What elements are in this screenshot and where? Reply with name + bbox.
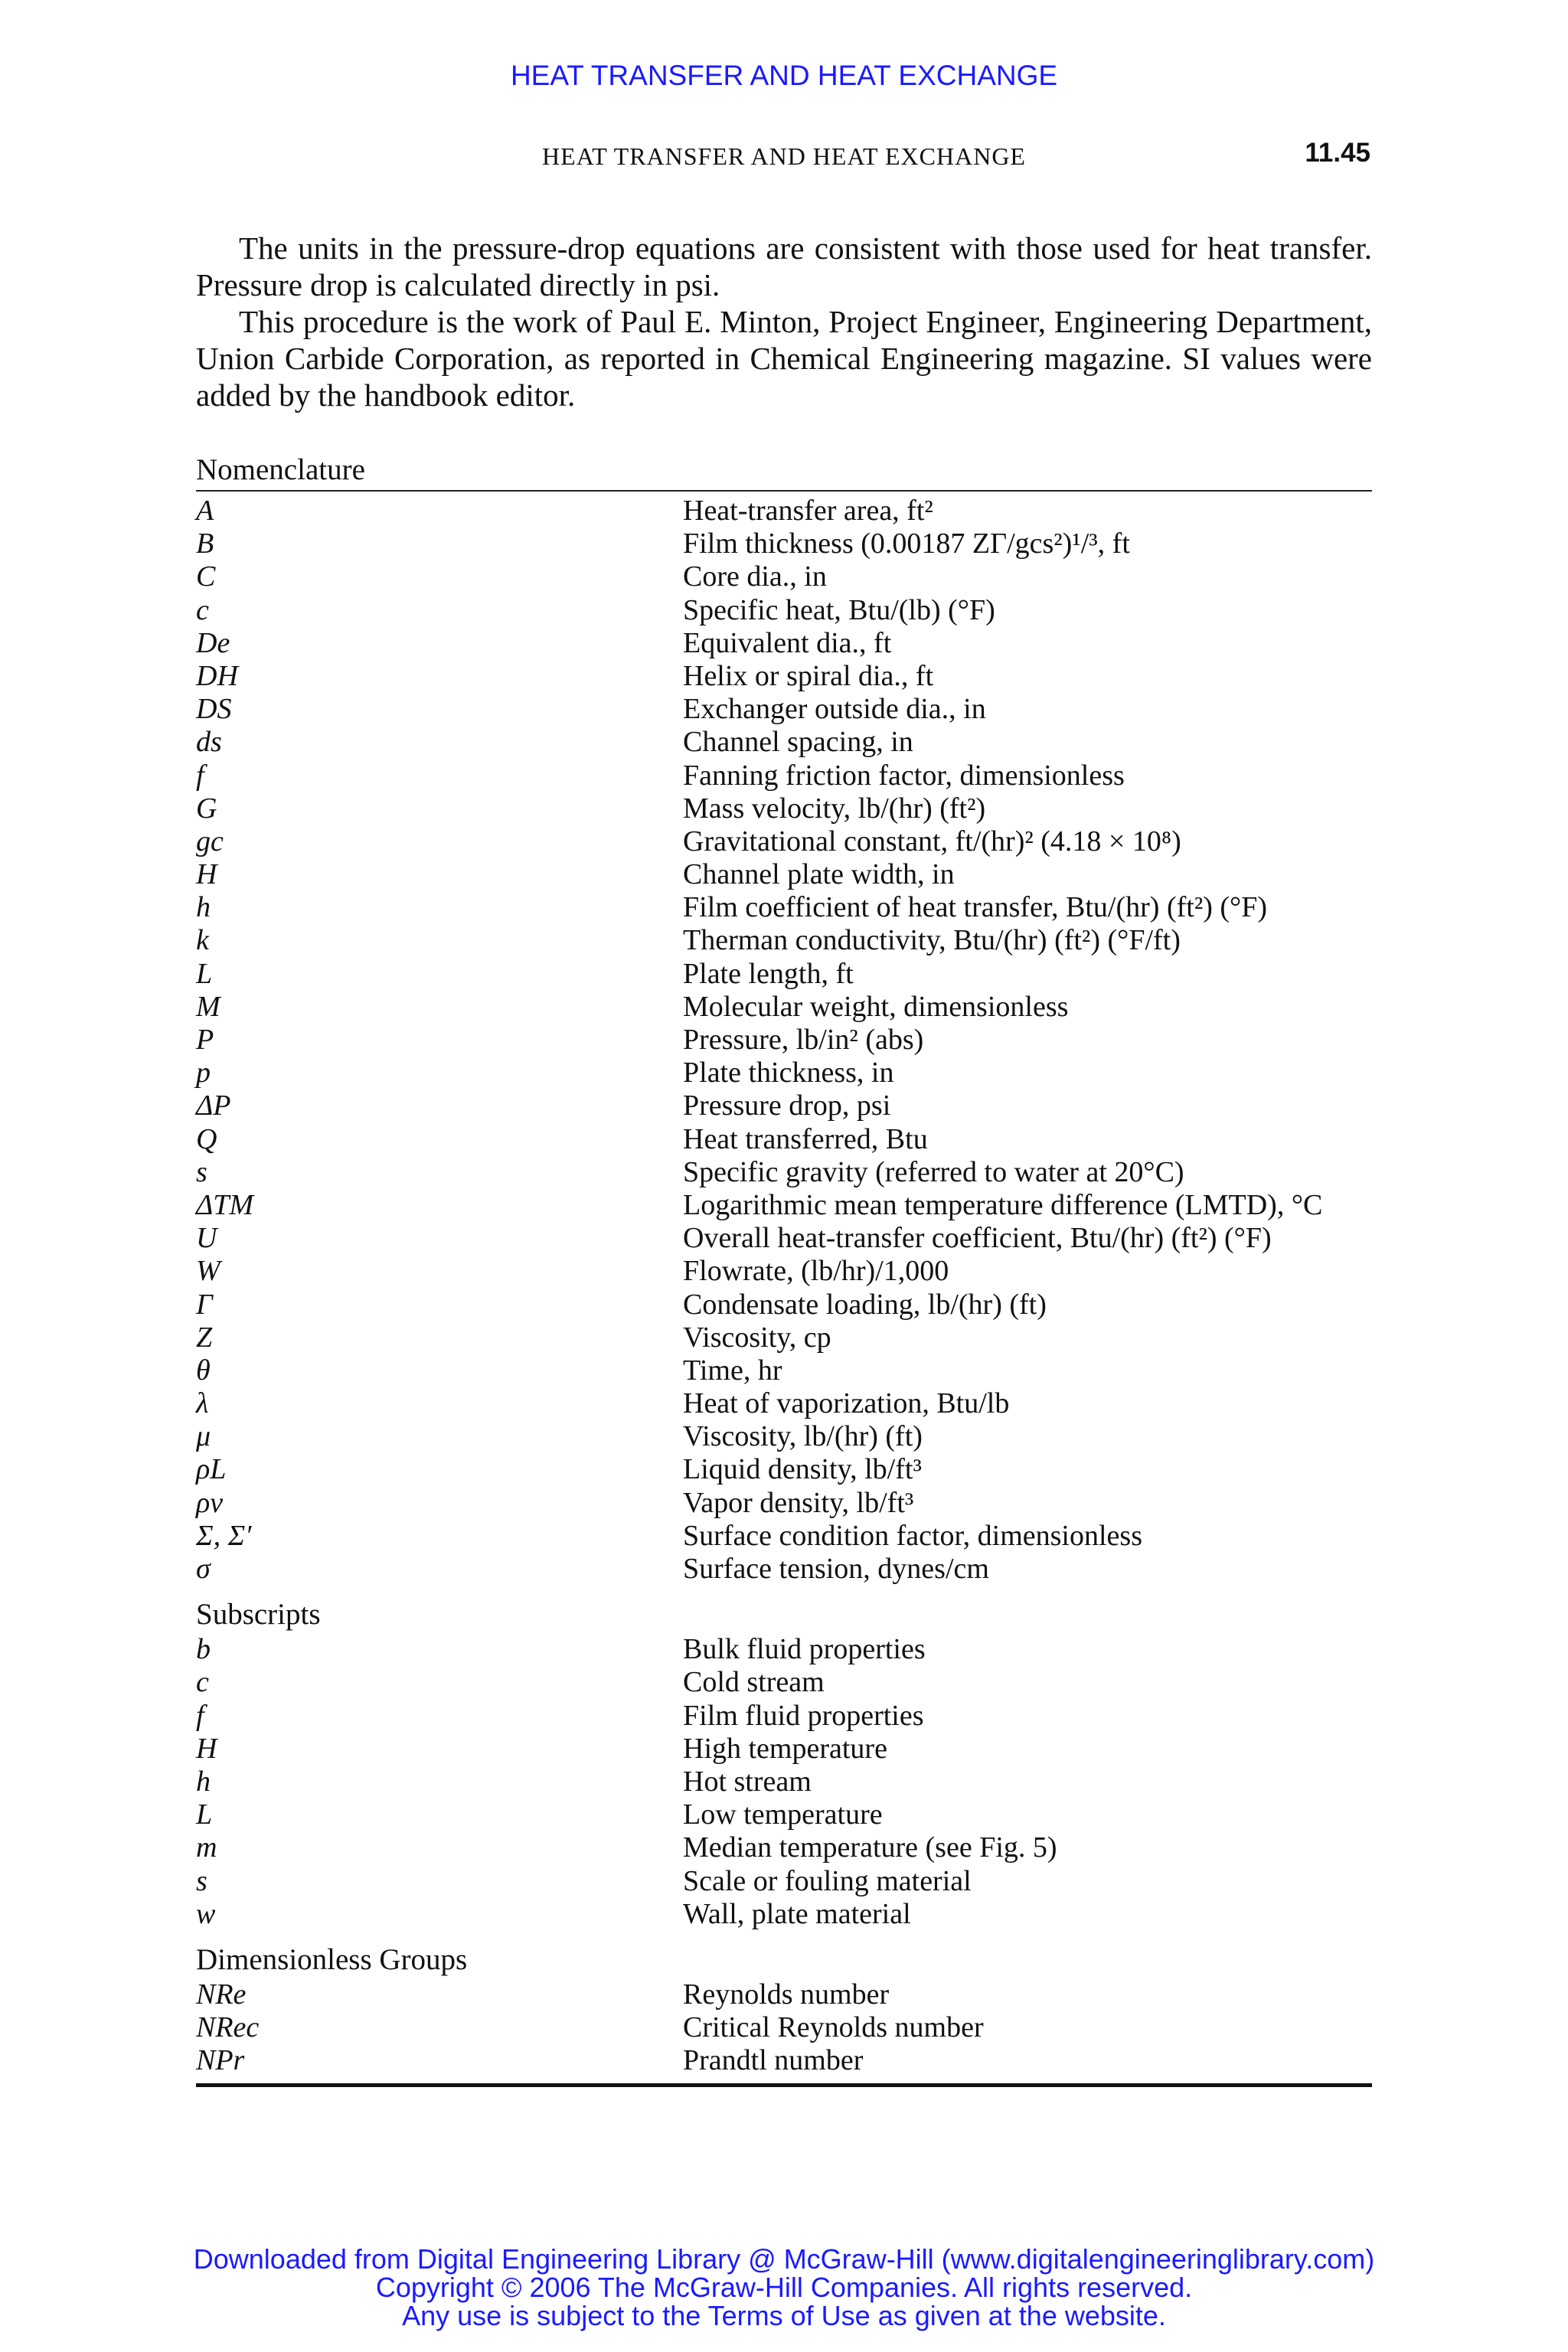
subscript-row (196, 1831, 1372, 1864)
nomenclature-definition: Molecular weight, dimensionless (683, 990, 1069, 1023)
subscript-definition: Scale or fouling material (683, 1864, 972, 1897)
nomenclature-definition: Film thickness (0.00187 ZΓ/gcs²)¹/³, ft (683, 528, 1130, 560)
nomenclature-symbol: H (196, 858, 217, 891)
nomenclature-definition: Core dia., in (683, 560, 827, 593)
nomenclature-symbol: B (196, 528, 214, 560)
dimensionless-group-symbol: NRe (196, 1978, 247, 2011)
subscript-row (196, 1766, 1372, 1798)
nomenclature-definition: Film coefficient of heat transfer, Btu/(hr) (ft²) (°F) (683, 891, 1268, 924)
nomenclature-row (196, 1487, 1372, 1520)
nomenclature-symbol: σ (196, 1553, 211, 1585)
nomenclature-title: Nomenclature (196, 453, 365, 486)
subscript-symbol: f (196, 1699, 204, 1732)
nomenclature-row (196, 991, 1372, 1024)
subscript-symbol: s (196, 1864, 207, 1897)
nomenclature-symbol: Q (196, 1122, 217, 1155)
nomenclature-row (196, 958, 1372, 991)
subscript-row (196, 1700, 1372, 1733)
nomenclature-definition: Viscosity, cp (683, 1321, 831, 1354)
nomenclature-row (196, 1123, 1372, 1156)
nomenclature-definition: Plate length, ft (683, 957, 854, 990)
table-bottom-rule (196, 2083, 1372, 2087)
nomenclature-row (196, 1387, 1372, 1420)
nomenclature-symbol: ρL (196, 1453, 227, 1486)
subscript-row (196, 1733, 1372, 1766)
dimensionless-group-row (196, 2044, 1372, 2077)
footer-download-link[interactable]: Downloaded from Digital Engineering Library @ McGraw-Hill (www.digitalengineeringlibrary.com) (193, 2243, 1375, 2275)
nomenclature-definition: Plate thickness, in (683, 1057, 894, 1089)
nomenclature-symbol: DS (196, 693, 232, 726)
nomenclature-symbol: W (196, 1255, 220, 1288)
subscript-symbol: m (196, 1831, 217, 1864)
nomenclature-row (196, 1089, 1372, 1122)
nomenclature-symbol: C (196, 560, 216, 593)
nomenclature-symbol: G (196, 792, 217, 825)
nomenclature-row (196, 924, 1372, 957)
subscript-row (196, 1798, 1372, 1831)
nomenclature-row (196, 1289, 1372, 1321)
nomenclature-row (196, 1057, 1372, 1089)
dimensionless-group-symbol: NRec (196, 2011, 260, 2044)
footer-copyright: Copyright © 2006 The McGraw-Hill Companies. All rights reserved. (375, 2272, 1193, 2303)
nomenclature-row (196, 693, 1372, 726)
dimensionless-group-row (196, 1978, 1372, 2011)
nomenclature-symbol: U (196, 1222, 217, 1255)
nomenclature-definition: Gravitational constant, ft/(hr)² (4.18 × 10⁸) (683, 825, 1181, 858)
nomenclature-definition: Channel spacing, in (683, 726, 913, 759)
nomenclature-definition: Equivalent dia., ft (683, 626, 892, 659)
nomenclature-row (196, 1453, 1372, 1486)
subscript-row (196, 1633, 1372, 1666)
nomenclature-row (196, 1189, 1372, 1222)
nomenclature-definition: Channel plate width, in (683, 858, 955, 891)
subscript-row (196, 1865, 1372, 1898)
nomenclature-row (196, 726, 1372, 759)
nomenclature-rows (196, 495, 1372, 1586)
nomenclature-symbol: A (196, 495, 214, 527)
footer (0, 2245, 1568, 2330)
subscript-symbol: c (196, 1666, 209, 1699)
nomenclature-row (196, 1222, 1372, 1255)
nomenclature-symbol: ρv (196, 1486, 224, 1519)
dimensionless-rows (196, 1978, 1372, 2078)
page-number: 11.45 (1305, 138, 1370, 168)
nomenclature-symbol: λ (196, 1387, 209, 1420)
body-text (196, 230, 1372, 413)
nomenclature-definition: Vapor density, lb/ft³ (683, 1486, 914, 1519)
nomenclature-row (196, 594, 1372, 627)
nomenclature-symbol: Z (196, 1321, 213, 1354)
nomenclature-row (196, 1420, 1372, 1453)
nomenclature-row (196, 1321, 1372, 1354)
nomenclature-definition: Heat transferred, Btu (683, 1122, 928, 1155)
nomenclature-symbol: μ (196, 1420, 211, 1453)
dimensionless-group-definition: Critical Reynolds number (683, 2011, 984, 2044)
nomenclature-definition: Viscosity, lb/(hr) (ft) (683, 1420, 923, 1453)
nomenclature-row (196, 627, 1372, 660)
subscript-definition: High temperature (683, 1732, 887, 1765)
subscript-row (196, 1666, 1372, 1699)
nomenclature-symbol: h (196, 891, 211, 924)
nomenclature-row (196, 495, 1372, 528)
footer-terms[interactable]: Any use is subject to the Terms of Use as given at the website. (402, 2300, 1166, 2331)
nomenclature-row (196, 1553, 1372, 1586)
nomenclature-definition: Overall heat-transfer coefficient, Btu/(hr) (ft²) (°F) (683, 1222, 1272, 1255)
nomenclature-definition: Fanning friction factor, dimensionless (683, 759, 1125, 792)
nomenclature-definition: Time, hr (683, 1354, 782, 1387)
nomenclature-row (196, 1520, 1372, 1553)
nomenclature-definition: Liquid density, lb/ft³ (683, 1453, 922, 1486)
paragraph-1: The units in the pressure-drop equations are consistent with those used for heat transfer. Pressure drop is calculated directly in psi. (196, 230, 1372, 302)
nomenclature-row (196, 1354, 1372, 1387)
dimensionless-group-row (196, 2011, 1372, 2044)
nomenclature-definition: Condensate loading, lb/(hr) (ft) (683, 1288, 1047, 1321)
nomenclature-definition: Helix or spiral dia., ft (683, 659, 934, 692)
subscript-symbol: b (196, 1633, 211, 1666)
nomenclature-row (196, 858, 1372, 891)
dimensionless-group-definition: Reynolds number (683, 1978, 890, 2011)
nomenclature-row (196, 792, 1372, 825)
nomenclature-symbol: ds (196, 726, 222, 759)
nomenclature-row (196, 560, 1372, 593)
nomenclature-symbol: ΔP (196, 1089, 231, 1122)
nomenclature-row (196, 1255, 1372, 1288)
dimensionless-group-definition: Prandtl number (683, 2044, 864, 2077)
nomenclature-row (196, 891, 1372, 924)
nomenclature-symbol: DH (196, 659, 238, 692)
nomenclature-symbol: θ (196, 1354, 211, 1387)
nomenclature-symbol: De (196, 626, 230, 659)
subscript-definition: Cold stream (683, 1666, 825, 1699)
nomenclature-symbol: f (196, 759, 204, 792)
subscript-symbol: L (196, 1798, 213, 1831)
chapter-link[interactable]: HEAT TRANSFER AND HEAT EXCHANGE (510, 60, 1058, 91)
subscript-definition: Bulk fluid properties (683, 1633, 926, 1666)
paragraph-2: This procedure is the work of Paul E. Minton, Project Engineer, Engineering Department, Union Carbide Corporation, as reported in Chemical Engineering magazine. SI values were added by the handbook editor. (196, 304, 1372, 413)
nomenclature-definition: Heat of vaporization, Btu/lb (683, 1387, 1010, 1420)
subscript-definition: Hot stream (683, 1765, 812, 1798)
nomenclature-symbol: M (196, 990, 220, 1023)
nomenclature-symbol: p (196, 1057, 211, 1089)
subscript-symbol: w (196, 1897, 216, 1930)
nomenclature-definition: Flowrate, (lb/hr)/1,000 (683, 1255, 949, 1288)
table-top-rule (196, 490, 1372, 492)
nomenclature-definition: Mass velocity, lb/(hr) (ft²) (683, 792, 986, 825)
nomenclature-definition: Specific heat, Btu/(lb) (°F) (683, 593, 995, 626)
nomenclature-row (196, 528, 1372, 560)
nomenclature-row (196, 1024, 1372, 1057)
nomenclature-symbol: L (196, 957, 213, 990)
nomenclature-row (196, 1156, 1372, 1189)
subscripts-title: Subscripts (196, 1598, 321, 1632)
nomenclature-definition: Pressure, lb/in² (abs) (683, 1024, 924, 1056)
dimensionless-title: Dimensionless Groups (196, 1942, 468, 1976)
nomenclature-symbol: gc (196, 825, 224, 858)
subscripts-rows (196, 1633, 1372, 1931)
subscript-definition: Film fluid properties (683, 1699, 924, 1732)
running-head: HEAT TRANSFER AND HEAT EXCHANGE (542, 142, 1026, 170)
nomenclature-symbol: k (196, 924, 209, 957)
nomenclature-definition: Logarithmic mean temperature difference (LMTD), °C (683, 1188, 1323, 1221)
subscript-definition: Low temperature (683, 1798, 883, 1831)
nomenclature-symbol: Γ (196, 1288, 213, 1321)
nomenclature-row (196, 825, 1372, 858)
nomenclature-definition: Specific gravity (referred to water at 20°C) (683, 1155, 1184, 1188)
nomenclature-definition: Surface condition factor, dimensionless (683, 1519, 1142, 1552)
nomenclature-definition: Exchanger outside dia., in (683, 693, 986, 726)
nomenclature-symbol: Σ, Σ′ (196, 1519, 252, 1552)
nomenclature-definition: Pressure drop, psi (683, 1089, 891, 1122)
subscript-row (196, 1898, 1372, 1931)
dimensionless-group-symbol: NPr (196, 2044, 245, 2077)
subscript-definition: Median temperature (see Fig. 5) (683, 1831, 1057, 1864)
subscript-symbol: h (196, 1765, 211, 1798)
nomenclature-definition: Heat-transfer area, ft² (683, 495, 933, 527)
subscript-definition: Wall, plate material (683, 1897, 911, 1930)
nomenclature-row (196, 660, 1372, 693)
nomenclature-symbol: ΔTM (196, 1188, 254, 1221)
nomenclature-definition: Surface tension, dynes/cm (683, 1553, 989, 1585)
nomenclature-row (196, 760, 1372, 792)
nomenclature-definition: Therman conductivity, Btu/(hr) (ft²) (°F/ft) (683, 924, 1181, 957)
nomenclature-symbol: s (196, 1155, 207, 1188)
nomenclature-symbol: c (196, 593, 209, 626)
subscript-symbol: H (196, 1732, 217, 1765)
nomenclature-symbol: P (196, 1024, 214, 1056)
nomenclature-table (196, 450, 1372, 2087)
